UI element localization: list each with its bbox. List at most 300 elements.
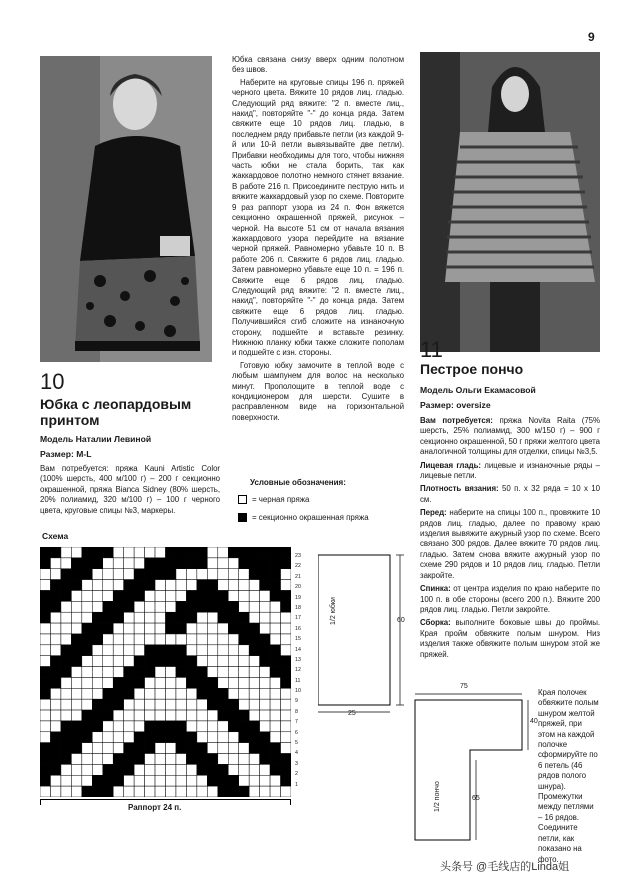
chart-cell	[249, 710, 259, 721]
chart-cell	[228, 710, 238, 721]
chart-cell	[207, 590, 217, 601]
schema-title: Схема	[42, 531, 69, 541]
chart-cell	[166, 667, 176, 678]
chart-cell	[92, 688, 102, 699]
chart-cell	[103, 688, 113, 699]
skirt-photo	[40, 56, 212, 362]
chart-cell	[260, 645, 270, 656]
chart-cell	[260, 547, 270, 558]
chart-cell	[249, 732, 259, 743]
chart-cell	[61, 590, 71, 601]
chart-cell	[71, 590, 81, 601]
chart-cell	[113, 601, 123, 612]
chart-cell	[134, 786, 144, 797]
chart-cell	[40, 590, 50, 601]
chart-cell	[176, 721, 186, 732]
chart-cell	[103, 677, 113, 688]
chart-cell	[124, 754, 134, 765]
chart-cell	[103, 786, 113, 797]
chart-cell	[134, 732, 144, 743]
chart-cell	[207, 775, 217, 786]
chart-cell	[124, 623, 134, 634]
chart-cell	[270, 645, 280, 656]
chart-cell	[249, 601, 259, 612]
chart-cell	[92, 775, 102, 786]
chart-cell	[155, 677, 165, 688]
legend-item	[238, 511, 418, 523]
chart-cell	[134, 667, 144, 678]
para: Лицевая гладь: лицевые и изнаночные ряды – лицевые петли.	[420, 460, 600, 481]
chart-cell	[113, 580, 123, 591]
chart-cell	[186, 710, 196, 721]
chart-cell	[166, 732, 176, 743]
chart-cell	[270, 677, 280, 688]
chart-cell	[71, 754, 81, 765]
chart-cell	[145, 547, 155, 558]
chart-cell	[239, 569, 249, 580]
chart-cell	[134, 688, 144, 699]
chart-cell	[155, 764, 165, 775]
chart-cell	[281, 547, 291, 558]
chart-cell	[50, 710, 60, 721]
chart-cell	[176, 547, 186, 558]
chart-cell	[145, 764, 155, 775]
chart-cell	[71, 623, 81, 634]
chart-cell	[124, 786, 134, 797]
chart-cell	[239, 732, 249, 743]
chart-cell	[40, 667, 50, 678]
chart-cell	[50, 764, 60, 775]
chart-cell	[82, 645, 92, 656]
chart-cell	[176, 645, 186, 656]
chart-cell	[155, 580, 165, 591]
chart-cell	[197, 601, 207, 612]
chart-cell	[249, 612, 259, 623]
row-number: 23	[295, 553, 301, 559]
chart-cell	[270, 786, 280, 797]
chart-cell	[166, 590, 176, 601]
chart-cell	[186, 558, 196, 569]
chart-cell	[249, 775, 259, 786]
chart-cell	[50, 580, 60, 591]
chart-cell	[124, 558, 134, 569]
chart-cell	[228, 580, 238, 591]
chart-cell	[186, 786, 196, 797]
skirt-height: 60	[397, 617, 405, 624]
chart-cell	[239, 580, 249, 591]
chart-cell	[92, 699, 102, 710]
chart-cell	[92, 754, 102, 765]
chart-cell	[186, 721, 196, 732]
chart-cell	[260, 667, 270, 678]
chart-cell	[61, 775, 71, 786]
watermark: 头条号 @毛线店的Linda姐	[440, 861, 570, 873]
chart-cell	[218, 721, 228, 732]
chart-cell	[281, 775, 291, 786]
chart-cell	[92, 786, 102, 797]
chart-cell	[207, 743, 217, 754]
chart-cell	[71, 580, 81, 591]
chart-cell	[166, 580, 176, 591]
chart-cell	[124, 721, 134, 732]
chart-cell	[186, 688, 196, 699]
legend	[238, 478, 418, 523]
chart-cell	[207, 612, 217, 623]
row-number: 2	[295, 771, 298, 778]
chart-cell	[61, 612, 71, 623]
chart-cell	[249, 677, 259, 688]
chart-cell	[218, 775, 228, 786]
chart-cell	[124, 634, 134, 645]
chart-cell	[281, 677, 291, 688]
chart-cell	[281, 645, 291, 656]
chart-cell	[228, 612, 238, 623]
chart-cell	[61, 667, 71, 678]
chart-cell	[218, 558, 228, 569]
chart-cell	[176, 786, 186, 797]
chart-cell	[50, 623, 60, 634]
row-number: 17	[295, 615, 301, 622]
chart-cell	[145, 634, 155, 645]
chart-cell	[197, 645, 207, 656]
chart-cell	[103, 656, 113, 667]
chart-cell	[103, 699, 113, 710]
chart-cell	[249, 667, 259, 678]
chart-cell	[281, 764, 291, 775]
row-number: 19	[295, 594, 301, 601]
chart-cell	[145, 601, 155, 612]
chart-cell	[124, 677, 134, 688]
chart-cell	[61, 580, 71, 591]
row-number: 9	[295, 698, 298, 705]
para: Перед: наберите на спицы 100 п., провяжите 10 рядов лиц. гладью, далее по правому краю изделия вывяжите ажурный узор по схеме. Всего связано 300 рядов. Далее вяжите 70 рядов лиц. гладью. Затем снова вяжите ажурный узор по схеме 290 рядов и 10 рядов лиц. гладью. Петли закройте.	[420, 508, 600, 580]
row-number: 7	[295, 719, 298, 726]
chart-cell	[207, 699, 217, 710]
jacquard-chart	[40, 547, 291, 797]
chart-cell	[40, 569, 50, 580]
chart-cell	[92, 667, 102, 678]
assembly-tail: Края полочек обвяжите полым шнуром желтой пряжей, при этом на каждой полочке сформируйте по 6 петель (46 рядов полого шнура). Промежутки между петлями – 16 рядов. Соедините петли, как показано на фото.	[538, 688, 599, 864]
chart-cell	[61, 764, 71, 775]
chart-cell	[40, 764, 50, 775]
chart-cell	[176, 558, 186, 569]
chart-cell	[218, 667, 228, 678]
chart-cell	[249, 786, 259, 797]
chart-cell	[124, 612, 134, 623]
chart-cell	[197, 743, 207, 754]
chart-cell	[50, 558, 60, 569]
chart-cell	[50, 732, 60, 743]
chart-cell	[207, 688, 217, 699]
chart-cell	[71, 656, 81, 667]
chart-cell	[155, 721, 165, 732]
chart-cell	[281, 688, 291, 699]
chart-cell	[176, 601, 186, 612]
chart-cell	[270, 634, 280, 645]
chart-cell	[71, 601, 81, 612]
chart-cell	[134, 634, 144, 645]
chart-cell	[186, 601, 196, 612]
chart-cell	[228, 677, 238, 688]
chart-cell	[270, 764, 280, 775]
chart-cell	[50, 656, 60, 667]
chart-cell	[71, 786, 81, 797]
chart-cell	[61, 754, 71, 765]
chart-cell	[82, 656, 92, 667]
chart-cell	[228, 667, 238, 678]
chart-cell	[239, 721, 249, 732]
chart-cell	[50, 590, 60, 601]
chart-cell	[82, 612, 92, 623]
chart-cell	[92, 710, 102, 721]
chart-cell	[155, 743, 165, 754]
chart-cell	[124, 688, 134, 699]
chart-cell	[270, 590, 280, 601]
chart-cell	[71, 634, 81, 645]
chart-cell	[270, 688, 280, 699]
chart-cell	[71, 677, 81, 688]
instruction-paragraph: Готовую юбку замочите в теплой воде с любым шампунем для волос на несколько минут. Прополощите в теплой воде с кондиционером для шерсти. Сушите в расправленном виде на горизонтальной поверхности.	[232, 360, 404, 422]
chart-cell	[92, 590, 102, 601]
chart-cell	[207, 677, 217, 688]
chart-cell	[134, 590, 144, 601]
chart-cell	[71, 667, 81, 678]
chart-cell	[281, 612, 291, 623]
chart-cell	[218, 645, 228, 656]
chart-cell	[218, 743, 228, 754]
chart-cell	[92, 743, 102, 754]
chart-cell	[71, 699, 81, 710]
chart-cell	[197, 754, 207, 765]
size-11: Размер: oversize	[420, 400, 491, 410]
chart-cell	[270, 710, 280, 721]
chart-cell	[218, 569, 228, 580]
chart-cell	[40, 699, 50, 710]
chart-cell	[40, 612, 50, 623]
chart-cell	[82, 721, 92, 732]
chart-cell	[134, 743, 144, 754]
chart-cell	[82, 677, 92, 688]
row-number: 8	[295, 708, 298, 715]
chart-cell	[281, 580, 291, 591]
chart-cell	[260, 590, 270, 601]
chart-cell	[228, 688, 238, 699]
chart-cell	[176, 743, 186, 754]
chart-cell	[40, 710, 50, 721]
chart-cell	[166, 623, 176, 634]
chart-cell	[134, 699, 144, 710]
chart-cell	[113, 732, 123, 743]
chart-cell	[103, 754, 113, 765]
poncho-height: 65	[472, 795, 480, 802]
chart-cell	[218, 601, 228, 612]
chart-cell	[61, 623, 71, 634]
chart-cell	[82, 547, 92, 558]
chart-cell	[113, 612, 123, 623]
chart-cell	[82, 601, 92, 612]
chart-cell	[218, 590, 228, 601]
chart-cell	[197, 710, 207, 721]
chart-cell	[186, 645, 196, 656]
chart-cell	[197, 623, 207, 634]
project-title-11: Пестрое пончо	[420, 361, 524, 377]
chart-cell	[82, 590, 92, 601]
chart-cell	[71, 732, 81, 743]
chart-cell	[155, 612, 165, 623]
chart-cell	[145, 732, 155, 743]
chart-cell	[228, 721, 238, 732]
chart-cell	[239, 699, 249, 710]
instruction-paragraph: Юбка связана снизу вверх одним полотном без швов.	[232, 55, 404, 75]
chart-cell	[281, 590, 291, 601]
chart-cell	[270, 699, 280, 710]
chart-cell	[218, 547, 228, 558]
chart-cell	[50, 688, 60, 699]
chart-cell	[124, 590, 134, 601]
legend-title: Условные обозначения:	[250, 478, 346, 487]
chart-cell	[82, 699, 92, 710]
chart-grid	[40, 547, 291, 797]
chart-cell	[113, 754, 123, 765]
chart-cell	[186, 699, 196, 710]
chart-cell	[218, 623, 228, 634]
chart-cell	[113, 547, 123, 558]
chart-cell	[155, 710, 165, 721]
chart-cell	[145, 612, 155, 623]
chart-cell	[103, 775, 113, 786]
poncho-diagram	[410, 690, 540, 850]
chart-cell	[176, 699, 186, 710]
row-number: 4	[295, 750, 298, 757]
chart-cell	[82, 710, 92, 721]
chart-cell	[270, 569, 280, 580]
chart-cell	[249, 580, 259, 591]
chart-cell	[103, 569, 113, 580]
chart-cell	[92, 732, 102, 743]
chart-cell	[166, 721, 176, 732]
chart-cell	[113, 634, 123, 645]
chart-cell	[239, 634, 249, 645]
row-number: 11	[295, 677, 301, 684]
chart-cell	[239, 547, 249, 558]
row-number: 6	[295, 729, 298, 736]
chart-cell	[166, 558, 176, 569]
chart-cell	[166, 743, 176, 754]
chart-cell	[218, 764, 228, 775]
chart-cell	[239, 612, 249, 623]
chart-cell	[218, 786, 228, 797]
chart-cell	[103, 743, 113, 754]
chart-cell	[228, 645, 238, 656]
chart-cell	[61, 569, 71, 580]
chart-cell	[166, 547, 176, 558]
chart-cell	[71, 612, 81, 623]
legend-label: = черная пряжа	[252, 494, 310, 504]
chart-cell	[61, 721, 71, 732]
chart-cell	[218, 656, 228, 667]
chart-cell	[197, 721, 207, 732]
poncho-label: 1/2 пончо	[434, 781, 441, 812]
chart-cell	[166, 699, 176, 710]
chart-cell	[155, 732, 165, 743]
chart-cell	[239, 743, 249, 754]
chart-cell	[186, 677, 196, 688]
chart-cell	[197, 699, 207, 710]
chart-cell	[50, 786, 60, 797]
chart-cell	[270, 612, 280, 623]
chart-cell	[71, 645, 81, 656]
chart-cell	[92, 656, 102, 667]
chart-cell	[239, 590, 249, 601]
chart-cell	[281, 721, 291, 732]
chart-cell	[197, 688, 207, 699]
chart-cell	[239, 764, 249, 775]
chart-cell	[103, 601, 113, 612]
chart-cell	[207, 732, 217, 743]
chart-cell	[281, 667, 291, 678]
chart-cell	[61, 634, 71, 645]
chart-cell	[145, 721, 155, 732]
chart-cell	[207, 656, 217, 667]
chart-cell	[218, 634, 228, 645]
chart-cell	[239, 645, 249, 656]
chart-cell	[145, 667, 155, 678]
chart-cell	[228, 623, 238, 634]
chart-cell	[166, 688, 176, 699]
chart-cell	[92, 677, 102, 688]
chart-cell	[134, 612, 144, 623]
chart-cell	[176, 764, 186, 775]
chart-cell	[249, 569, 259, 580]
chart-cell	[166, 656, 176, 667]
chart-cell	[113, 645, 123, 656]
chart-cell	[124, 699, 134, 710]
chart-cell	[281, 623, 291, 634]
chart-cell	[71, 764, 81, 775]
chart-cell	[270, 580, 280, 591]
chart-cell	[197, 590, 207, 601]
chart-cell	[124, 645, 134, 656]
chart-cell	[166, 710, 176, 721]
chart-cell	[134, 764, 144, 775]
chart-cell	[92, 623, 102, 634]
chart-cell	[270, 775, 280, 786]
chart-cell	[239, 688, 249, 699]
chart-cell	[113, 623, 123, 634]
row-number: 5	[295, 740, 298, 747]
chart-cell	[155, 601, 165, 612]
chart-cell	[197, 786, 207, 797]
chart-cell	[155, 775, 165, 786]
chart-cell	[61, 558, 71, 569]
chart-cell	[145, 688, 155, 699]
chart-cell	[124, 732, 134, 743]
chart-cell	[113, 677, 123, 688]
chart-cell	[207, 634, 217, 645]
chart-cell	[207, 754, 217, 765]
chart-cell	[40, 732, 50, 743]
chart-cell	[270, 601, 280, 612]
para: Вам потребуется: пряжа Novita Raita (75% шерсть, 25% полиамид, 300 м/150 г) – 900 г секционно окрашенной, 50 г пряжи желтого цвета аналогичной толщины для отделки, спицы №3,5.	[420, 416, 600, 457]
chart-cell	[82, 732, 92, 743]
chart-cell	[145, 699, 155, 710]
legend-item	[238, 493, 418, 505]
chart-cell	[82, 569, 92, 580]
chart-cell	[249, 590, 259, 601]
chart-cell	[197, 677, 207, 688]
chart-cell	[228, 634, 238, 645]
chart-cell	[239, 754, 249, 765]
